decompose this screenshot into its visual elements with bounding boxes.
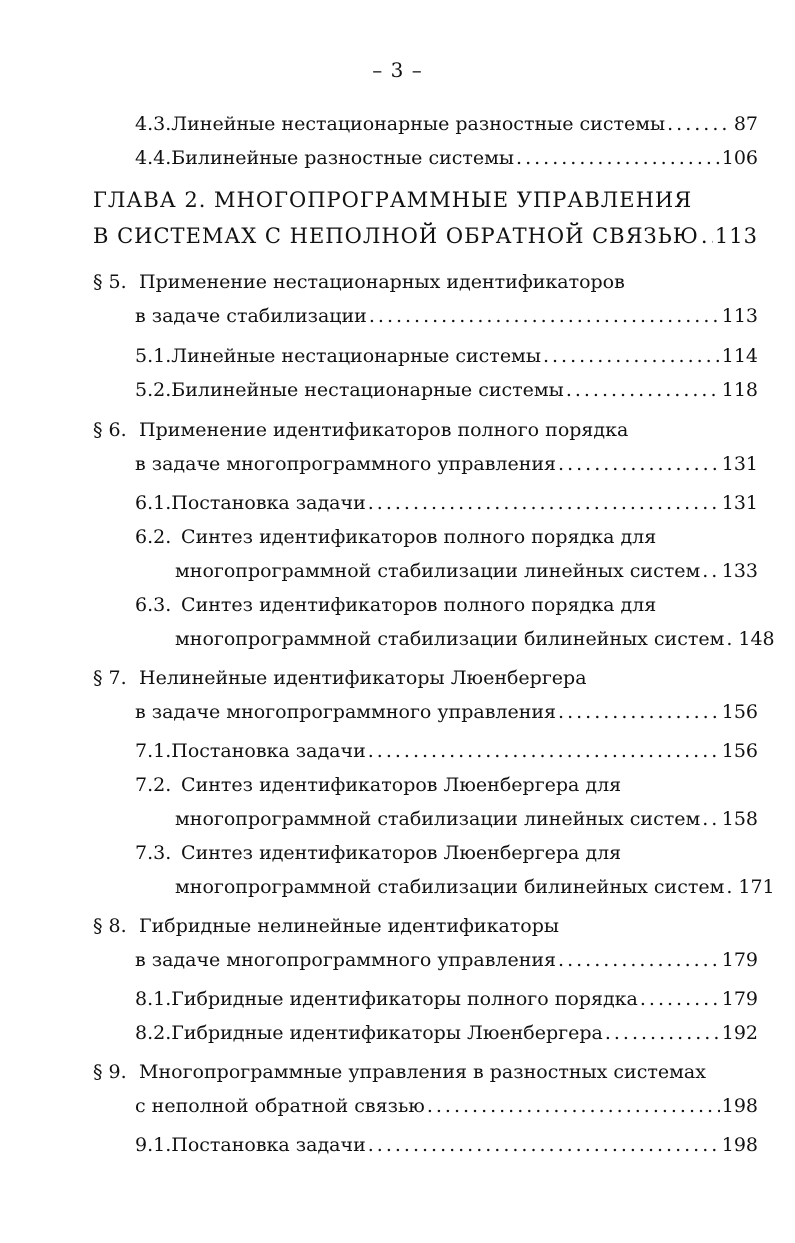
leader-dots (558, 698, 720, 726)
toc-section-5-cont (135, 302, 758, 330)
leader-dots (566, 376, 720, 404)
entry-title-cont: многопрограммной стабилизации билинейных систем (175, 876, 725, 898)
toc-section-8-cont (135, 946, 758, 974)
entry-page: 179 (721, 988, 758, 1010)
leader-dots (558, 946, 720, 974)
leader-dots (702, 805, 719, 833)
toc-section-8 (93, 912, 559, 940)
entry-title: Гибридные идентификаторы Люенбергера (171, 1022, 603, 1044)
entry-title: Применение нестационарных идентификаторов (139, 271, 625, 293)
leader-dots (605, 1019, 720, 1047)
entry-title-cont: в задаче многопрограммного управления (135, 453, 557, 475)
leader-dots (667, 110, 732, 138)
toc-section-6-cont (135, 450, 758, 478)
entry-title-cont: с неполной обратной связью (135, 1095, 425, 1117)
leader-dots (702, 557, 719, 585)
toc-entry-4-3 (135, 110, 758, 138)
entry-title-cont: многопрограммной стабилизации линейных систем (175, 808, 701, 830)
toc-entry-7-1 (135, 737, 758, 765)
entry-title: Билинейные нестационарные системы (171, 379, 564, 401)
entry-number: § 9. (93, 1061, 127, 1083)
entry-number: 4.4. (135, 147, 172, 169)
entry-page: 131 (721, 453, 758, 475)
entry-number: § 5. (93, 271, 127, 293)
entry-page: 156 (721, 701, 758, 723)
entry-page: 118 (721, 379, 758, 401)
leader-dots (726, 873, 736, 901)
entry-title: Линейные нестационарные разностные системы (171, 113, 666, 135)
toc-entry-8-2 (135, 1019, 758, 1047)
toc-section-7-cont (135, 698, 758, 726)
entry-number: § 6. (93, 419, 127, 441)
leader-dots (701, 222, 713, 250)
entry-number: 6.3. (135, 594, 172, 616)
toc-entry-4-4 (135, 144, 758, 172)
entry-page: 156 (721, 740, 758, 762)
toc-entry-7-3-cont (175, 873, 775, 901)
chapter-title-line2: В СИСТЕМАХ С НЕПОЛНОЙ ОБРАТНОЙ СВЯЗЬЮ (93, 224, 699, 248)
leader-dots (558, 450, 720, 478)
entry-title: Линейные нестационарные системы (171, 345, 541, 367)
entry-page: 158 (721, 808, 758, 830)
toc-entry-9-1 (135, 1131, 758, 1159)
entry-page: 87 (733, 113, 758, 135)
page-number: – 3 – (372, 58, 423, 82)
entry-number: 9.1. (135, 1134, 172, 1156)
entry-number: 8.1. (135, 988, 172, 1010)
toc-section-6 (93, 416, 628, 444)
toc-entry-5-2 (135, 376, 758, 404)
entry-number: § 8. (93, 915, 127, 937)
entry-title: Билинейные разностные системы (171, 147, 515, 169)
entry-number: 7.3. (135, 842, 172, 864)
leader-dots (726, 625, 736, 653)
entry-number: 4.3. (135, 113, 172, 135)
entry-page: 198 (721, 1095, 758, 1117)
entry-title: Применение идентификаторов полного порядка (139, 419, 629, 441)
leader-dots (368, 737, 720, 765)
toc-entry-5-1 (135, 342, 758, 370)
leader-dots (543, 342, 720, 370)
entry-title-cont: в задаче многопрограммного управления (135, 701, 557, 723)
entry-number: 6.1. (135, 492, 172, 514)
entry-page: 171 (738, 876, 775, 898)
entry-title-cont: в задаче многопрограммного управления (135, 949, 557, 971)
leader-dots (369, 302, 720, 330)
entry-title: Нелинейные идентификаторы Люенбергера (139, 667, 587, 689)
entry-title: Многопрограммные управления в разностных системах (139, 1061, 706, 1083)
chapter-title-line1: ГЛАВА 2. МНОГОПРОГРАММНЫЕ УПРАВЛЕНИЯ (93, 188, 693, 212)
toc-entry-7-2-cont (175, 805, 758, 833)
leader-dots (368, 489, 720, 517)
entry-page: 131 (721, 492, 758, 514)
entry-title: Гибридные идентификаторы полного порядка (171, 988, 638, 1010)
toc-section-7 (93, 664, 587, 692)
toc-entry-7-2 (135, 771, 621, 799)
entry-page: 179 (721, 949, 758, 971)
toc-entry-6-1 (135, 489, 758, 517)
leader-dots (516, 144, 720, 172)
entry-number: 5.2. (135, 379, 172, 401)
entry-title: Синтез идентификаторов Люенбергера для (181, 774, 622, 796)
toc-entry-7-3 (135, 839, 621, 867)
entry-page: 133 (721, 560, 758, 582)
entry-number: § 7. (93, 667, 127, 689)
entry-page: 192 (721, 1022, 758, 1044)
entry-page: 114 (721, 345, 758, 367)
toc-entry-chapter-2 (93, 222, 758, 250)
toc-entry-6-2 (135, 523, 656, 551)
entry-page: 106 (721, 147, 758, 169)
entry-title: Синтез идентификаторов Люенбергера для (181, 842, 622, 864)
toc-section-5 (93, 268, 625, 296)
entry-page: 198 (721, 1134, 758, 1156)
leader-dots (640, 985, 720, 1013)
entry-title: Постановка задачи (171, 492, 366, 514)
entry-title: Синтез идентификаторов полного порядка для (181, 526, 657, 548)
entry-title: Гибридные нелинейные идентификаторы (139, 915, 560, 937)
toc-entry-6-3-cont (175, 625, 775, 653)
entry-number: 6.2. (135, 526, 172, 548)
entry-number: 8.2. (135, 1022, 172, 1044)
entry-page: 113 (714, 224, 758, 248)
toc-section-9-cont (135, 1092, 758, 1120)
toc-section-9 (93, 1058, 706, 1086)
entry-title: Постановка задачи (171, 740, 366, 762)
entry-title: Синтез идентификаторов полного порядка для (181, 594, 657, 616)
entry-title-cont: многопрограммной стабилизации билинейных систем (175, 628, 725, 650)
entry-page: 113 (721, 305, 758, 327)
entry-title-cont: в задаче стабилизации (135, 305, 367, 327)
entry-number: 7.2. (135, 774, 172, 796)
entry-title-cont: многопрограммной стабилизации линейных систем (175, 560, 701, 582)
toc-entry-6-3 (135, 591, 656, 619)
leader-dots (427, 1092, 720, 1120)
entry-page: 148 (738, 628, 775, 650)
leader-dots (368, 1131, 720, 1159)
entry-number: 5.1. (135, 345, 172, 367)
toc-entry-6-2-cont (175, 557, 758, 585)
entry-title: Постановка задачи (171, 1134, 366, 1156)
entry-number: 7.1. (135, 740, 172, 762)
toc-entry-8-1 (135, 985, 758, 1013)
